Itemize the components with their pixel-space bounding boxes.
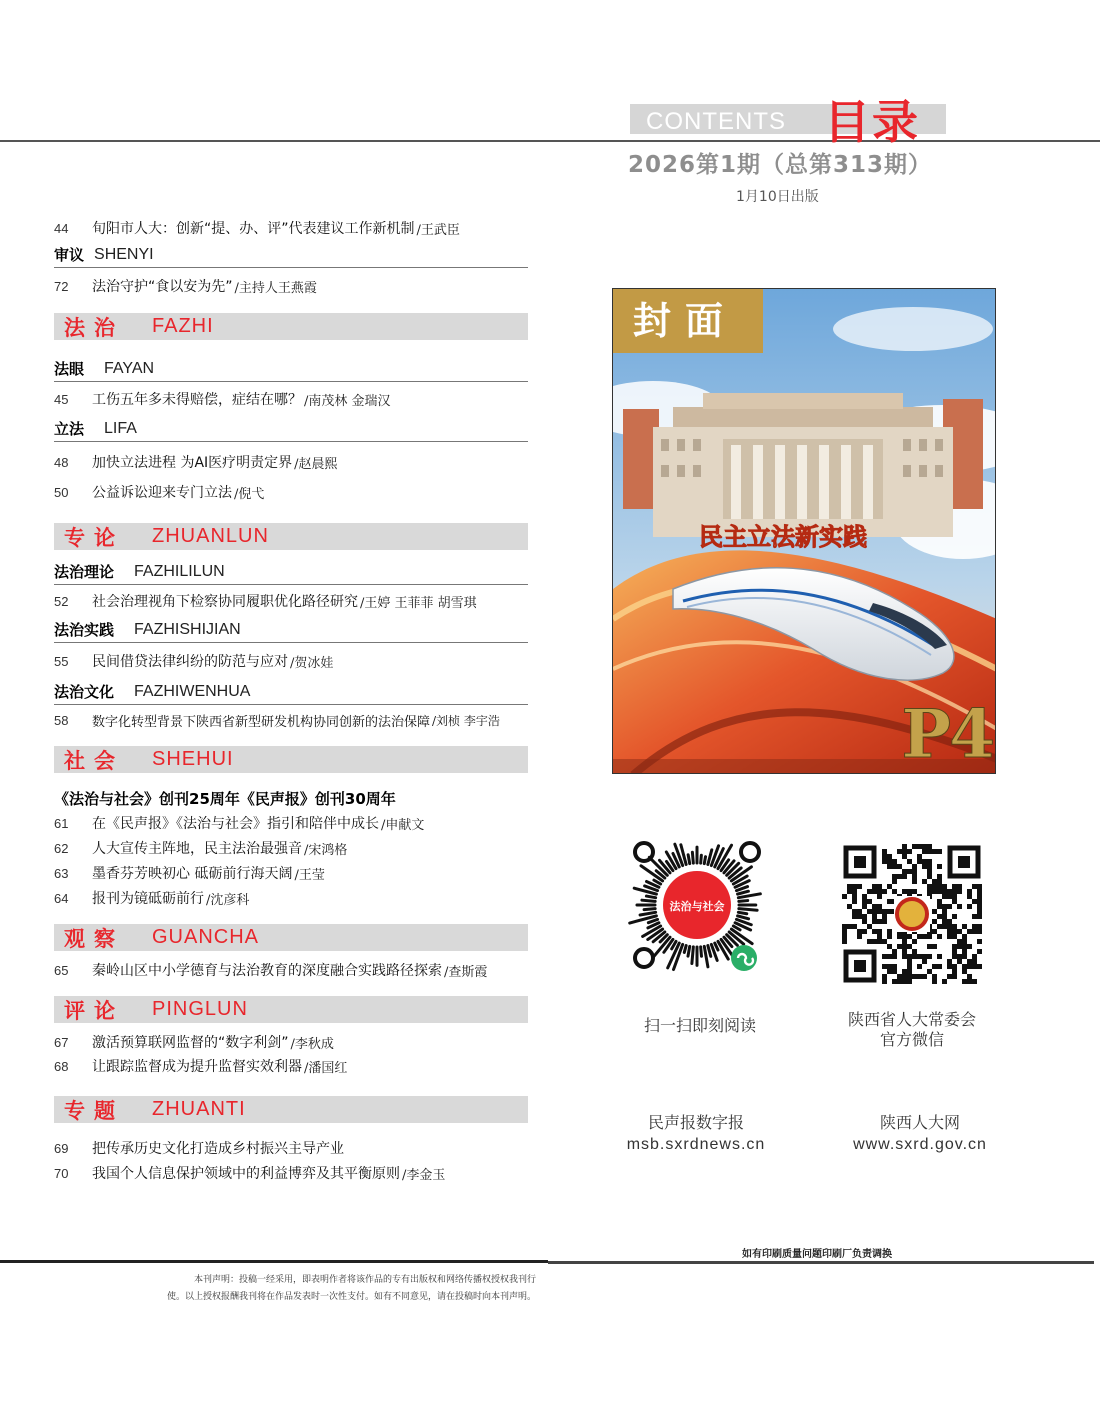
subsection-fazhiwenhua xyxy=(54,679,528,705)
toc-entry-65[interactable] xyxy=(54,958,534,982)
article-title: 秦岭山区中小学德育与法治教育的深度融合实践路径探索 xyxy=(92,963,442,979)
contents-cn-title: 目录 xyxy=(824,95,920,149)
subsection-en: FAYAN xyxy=(104,359,155,377)
section-fazhi xyxy=(54,313,528,340)
article-title: 数字化转型背景下陕西省新型研发机构协同创新的法治保障 xyxy=(92,714,431,730)
article-title: 我国个人信息保护领域中的利益博弈及其平衡原则 xyxy=(92,1166,400,1182)
section-cn: 专论 xyxy=(64,525,124,550)
official-qr-caption xyxy=(826,1010,998,1050)
issue-number: 2026第1期（总第313期） xyxy=(628,152,933,178)
site-name: 陕西人大网 xyxy=(879,1113,960,1132)
subsection-en: LIFA xyxy=(104,419,137,437)
subsection-fazhililun xyxy=(54,559,528,585)
site-name: 民声报数字报 xyxy=(647,1113,744,1132)
official-qr-caption-line1: 陕西省人大常委会 xyxy=(847,1010,976,1029)
mini-logo-text: 法治与社会 xyxy=(669,900,725,913)
article-title: 人大宣传主阵地，民主法治最强音 xyxy=(92,841,302,857)
top-rule xyxy=(0,140,1100,142)
article-author: /潘国红 xyxy=(304,1060,348,1076)
page-number: 69 xyxy=(54,1140,69,1156)
toc-entry-67[interactable] xyxy=(54,1030,534,1054)
article-author: /倪弋 xyxy=(234,486,265,502)
site-url-link[interactable]: www.sxrd.gov.cn xyxy=(853,1136,987,1153)
toc-entry-69[interactable] xyxy=(54,1136,534,1160)
subsection-en: FAZHISHIJIAN xyxy=(134,620,241,638)
toc-entry-64[interactable] xyxy=(54,886,534,910)
article-author: /贺冰娃 xyxy=(290,655,334,671)
section-en: ZHUANTI xyxy=(152,1098,246,1120)
article-author: /主持人王燕霞 xyxy=(234,280,317,296)
section-en: PINGLUN xyxy=(152,998,248,1020)
page-number: 45 xyxy=(54,391,69,407)
article-author: /王婷 王菲菲 胡雪琪 xyxy=(360,595,477,611)
article-title: 社会治理视角下检察协同履职优化路径研究 xyxy=(92,594,358,610)
article-title: 公益诉讼迎来专门立法 xyxy=(92,485,232,501)
section-cn: 专题 xyxy=(64,1098,124,1123)
site-url-link[interactable]: msb.sxrdnews.cn xyxy=(626,1136,766,1153)
page-number: 70 xyxy=(54,1165,69,1181)
subsection-en: FAZHILILUN xyxy=(134,562,225,580)
section-en: ZHUANLUN xyxy=(152,525,269,547)
official-wechat-qr-code[interactable] xyxy=(842,844,982,984)
print-quality-note: 如有印刷质量问题印刷厂负责调换 xyxy=(742,1249,892,1260)
mini-program-qr-code[interactable] xyxy=(624,832,770,978)
toc-entry-72[interactable] xyxy=(54,274,534,298)
page-number: 61 xyxy=(54,815,69,831)
subsection-shenyi xyxy=(54,242,528,268)
page-number: 72 xyxy=(54,278,69,294)
subsection-cn: 审议 xyxy=(54,246,85,264)
toc-entry-58[interactable] xyxy=(54,708,534,732)
subsection-cn: 立法 xyxy=(54,420,85,438)
cover-page-number: P4 xyxy=(901,695,993,773)
toc-entry-50[interactable] xyxy=(54,480,534,504)
article-author: /王武臣 xyxy=(416,222,460,238)
article-author: /刘桢 李宇浩 xyxy=(432,713,500,728)
toc-entry-70[interactable] xyxy=(54,1161,534,1185)
bottom-rule-right xyxy=(548,1261,1094,1264)
mini-program-code-icon xyxy=(624,832,770,978)
article-author: /李金玉 xyxy=(402,1167,446,1183)
subsection-cn: 法眼 xyxy=(54,360,85,378)
article-title: 加快立法进程 为AI医疗明责定界 xyxy=(92,455,293,471)
article-title: 把传承历史文化打造成乡村振兴主导产业 xyxy=(92,1141,344,1157)
subsection-en: FAZHIWENHUA xyxy=(134,682,251,700)
page-number: 48 xyxy=(54,454,69,470)
page-number: 44 xyxy=(54,220,69,236)
mini-qr-caption: 扫一扫即刻阅读 xyxy=(643,1016,756,1035)
article-title: 激活预算联网监督的“数字利剑” xyxy=(92,1035,289,1051)
section-cn: 法治 xyxy=(64,315,124,340)
disclaimer-line-2: 使。以上授权报酬我刊将在作品发表时一次性支付。如有不同意见，请在投稿时向本刊声明。 xyxy=(166,1292,536,1302)
copyright-disclaimer xyxy=(90,1272,536,1306)
site-sxrd[interactable] xyxy=(830,1112,1010,1156)
disclaimer-line-1: 本刊声明：投稿一经采用，即表明作者将该作品的专有出版权和网络传播权授权我刊行 xyxy=(193,1275,536,1285)
site-minshengbao[interactable] xyxy=(606,1112,786,1156)
section-cn: 社会 xyxy=(64,748,124,773)
article-title: 让跟踪监督成为提升监督实效利器 xyxy=(92,1059,302,1075)
article-author: /赵晨熙 xyxy=(294,456,338,472)
section-en: SHEHUI xyxy=(152,748,234,770)
subsection-fayan xyxy=(54,356,528,382)
toc-entry-48[interactable] xyxy=(54,450,534,474)
cover-tag: 封面 xyxy=(613,289,763,353)
page-number: 64 xyxy=(54,890,69,906)
article-title: 工伤五年多未得赔偿，症结在哪？ xyxy=(92,392,302,408)
article-title: 民间借贷法律纠纷的防范与应对 xyxy=(92,654,288,670)
page-number: 58 xyxy=(54,712,69,728)
cover-image[interactable] xyxy=(612,288,996,774)
page-number: 67 xyxy=(54,1034,69,1050)
article-author: /李秋成 xyxy=(290,1036,334,1052)
toc-entry-62[interactable] xyxy=(54,836,534,860)
article-author: /申献文 xyxy=(381,817,425,833)
article-author: /王莹 xyxy=(294,867,325,883)
toc-entry-45[interactable] xyxy=(54,387,534,411)
page-number: 55 xyxy=(54,653,69,669)
toc-entry-68[interactable] xyxy=(54,1054,534,1078)
article-author: /南茂林 金瑞汉 xyxy=(304,393,391,409)
subsection-cn: 法治实践 xyxy=(54,621,115,639)
section-zhuanti xyxy=(54,1096,528,1123)
article-title: 法治守护“食以安为先” xyxy=(92,279,233,295)
subsection-cn: 法治文化 xyxy=(54,683,115,701)
article-author: /宋鸿格 xyxy=(304,842,348,858)
subsection-lifa xyxy=(54,416,528,442)
article-title: 报刊为镜砥砺前行 xyxy=(92,891,204,907)
toc-entry-52[interactable] xyxy=(54,589,534,613)
article-author: /沈彦科 xyxy=(206,892,250,908)
page-number: 52 xyxy=(54,593,69,609)
section-en: GUANCHA xyxy=(152,926,260,948)
page-number: 65 xyxy=(54,962,69,978)
article-title: 旬阳市人大：创新“提、办、评”代表建议工作新机制 xyxy=(92,221,415,237)
cover-headline: 民主立法新实践 xyxy=(699,523,867,551)
toc-entry-55[interactable] xyxy=(54,649,534,673)
section-guancha xyxy=(54,924,528,951)
article-author: /查斯霞 xyxy=(444,964,488,980)
page-number: 50 xyxy=(54,484,69,500)
publication-date: 1月10日出版 xyxy=(736,189,819,205)
page-number: 62 xyxy=(54,840,69,856)
page-number: 63 xyxy=(54,865,69,881)
bottom-rule-left xyxy=(0,1260,548,1263)
official-qr-caption-line2: 官方微信 xyxy=(879,1030,944,1049)
subsection-en: SHENYI xyxy=(94,245,154,263)
section-cn: 评论 xyxy=(64,998,124,1023)
section-pinglun xyxy=(54,996,528,1023)
section-cn: 观察 xyxy=(64,926,124,951)
toc-entry-63[interactable] xyxy=(54,861,534,885)
article-title: 在《民声报》《法治与社会》指引和陪伴中成长 xyxy=(92,816,379,832)
article-title: 墨香芬芳映初心 砥砺前行海天阔 xyxy=(92,866,293,882)
toc-entry-61[interactable] xyxy=(54,811,534,835)
contents-en-label: CONTENTS xyxy=(646,108,786,135)
section-shehui xyxy=(54,746,528,773)
anniversary-banner: 《法治与社会》创刊25周年《民声报》创刊30周年 xyxy=(54,790,396,808)
qr-code-icon xyxy=(842,844,982,984)
subsection-cn: 法治理论 xyxy=(54,563,115,581)
section-en: FAZHI xyxy=(152,315,214,337)
subsection-fazhishijian xyxy=(54,617,528,643)
toc-entry-44[interactable] xyxy=(54,216,534,240)
section-zhuanlun xyxy=(54,523,528,550)
page-number: 68 xyxy=(54,1058,69,1074)
